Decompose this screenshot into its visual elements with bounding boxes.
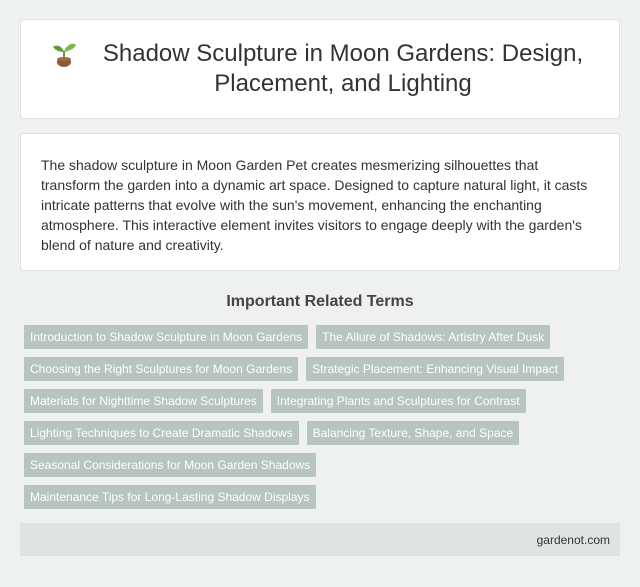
term-tag[interactable]: Balancing Texture, Shape, and Space xyxy=(307,421,520,445)
term-tag[interactable]: Seasonal Considerations for Moon Garden Shadows xyxy=(24,453,316,477)
term-tag[interactable]: Introduction to Shadow Sculpture in Moon Gardens xyxy=(24,325,308,349)
term-tag[interactable]: The Allure of Shadows: Artistry After Dusk xyxy=(316,325,550,349)
header-inner xyxy=(52,39,588,99)
term-tag[interactable]: Maintenance Tips for Long-Lasting Shadow Displays xyxy=(24,485,316,509)
term-tag[interactable]: Lighting Techniques to Create Dramatic Shadows xyxy=(24,421,299,445)
intro-card xyxy=(20,133,620,271)
term-tag[interactable]: Strategic Placement: Enhancing Visual Impact xyxy=(306,357,564,381)
footer-bar xyxy=(20,523,620,556)
term-tag[interactable]: Choosing the Right Sculptures for Moon Gardens xyxy=(24,357,298,381)
terms-list xyxy=(20,325,610,509)
header-card xyxy=(20,19,620,119)
footer-site-link[interactable]: gardenot.com xyxy=(536,532,610,547)
term-tag[interactable]: Integrating Plants and Sculptures for Contrast xyxy=(271,389,526,413)
sprout-icon xyxy=(52,41,76,67)
page-title: Shadow Sculpture in Moon Gardens: Design, Placement, and Lighting xyxy=(102,40,584,97)
term-tag[interactable]: Materials for Nighttime Shadow Sculptures xyxy=(24,389,263,413)
intro-text: The shadow sculpture in Moon Garden Pet creates mesmerizing silhouettes that transform the garden into a dynamic art space. Designed to capture natural light, it casts intricate patterns that evolve with the sun's movement, enhancing the enchanting atmosphere. This interactive element invites visitors to engage deeply with the garden's blend of nature and creativity. xyxy=(41,157,588,253)
terms-heading: Important Related Terms xyxy=(226,293,414,310)
